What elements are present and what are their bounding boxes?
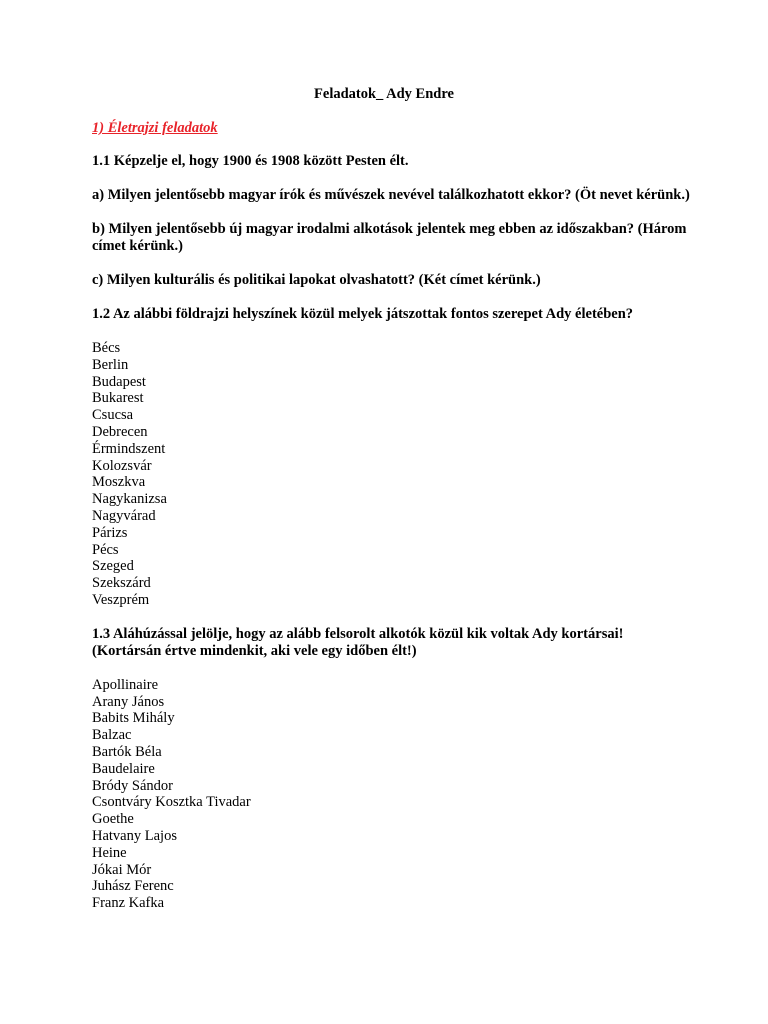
list-item: Kolozsvár	[92, 457, 152, 474]
question-1-1-c: c) Milyen kulturális és politikai lapokat olvashatott? (Két címet kérünk.)	[92, 272, 541, 288]
list-item: Budapest	[92, 373, 146, 390]
list-item: Veszprém	[92, 591, 150, 608]
question-1-1: 1.1 Képzelje el, hogy 1900 és 1908 között Pesten élt.	[92, 153, 409, 169]
list-item: Jókai Mór	[92, 861, 152, 878]
list-item: Pécs	[92, 541, 119, 558]
list-item: Juhász Ferenc	[92, 878, 174, 895]
list-item: Csucsa	[92, 407, 134, 424]
document-title: Feladatok_ Ady Endre	[314, 86, 454, 102]
list-item: Nagykanizsa	[92, 491, 167, 508]
list-item: Arany János	[92, 693, 165, 710]
list-item: Babits Mihály	[92, 710, 175, 727]
question-1-3: 1.3 Aláhúzással jelölje, hogy az alább felsorolt alkotók közül kik voltak Ady kortársai! (Kortársán értve mindenkit, aki vele egy időben élt!)	[92, 625, 624, 659]
list-item: Bartók Béla	[92, 743, 162, 760]
list-item: Goethe	[92, 811, 134, 828]
list-item: Érmindszent	[92, 440, 166, 457]
artists-list	[92, 677, 692, 912]
document-body	[92, 120, 692, 929]
list-item: Bródy Sándor	[92, 777, 173, 794]
list-item: Szekszárd	[92, 575, 151, 592]
list-item: Baudelaire	[92, 760, 155, 777]
list-item: Bécs	[92, 340, 121, 356]
list-item: Szeged	[92, 558, 134, 575]
list-item: Párizs	[92, 524, 128, 541]
question-1-2: 1.2 Az alábbi földrajzi helyszínek közül melyek játszottak fontos szerepet Ady életében?	[92, 306, 634, 322]
section-heading: 1) Életrajzi feladatok	[92, 120, 218, 136]
list-item: Bukarest	[92, 390, 144, 407]
list-item: Franz Kafka	[92, 895, 165, 912]
list-item: Moszkva	[92, 474, 146, 491]
list-item: Heine	[92, 844, 127, 861]
question-1-1-b: b) Milyen jelentősebb új magyar irodalmi alkotások jelentek meg ebben az időszakban? (Három címet kérünk.)	[92, 221, 687, 254]
list-item: Nagyvárad	[92, 507, 156, 524]
question-1-1-a: a) Milyen jelentősebb magyar írók és művészek nevével találkozhatott ekkor? (Öt nevet kérünk.)	[92, 187, 690, 203]
list-item: Apollinaire	[92, 676, 159, 693]
list-item: Csontváry Kosztka Tivadar	[92, 794, 251, 811]
list-item: Berlin	[92, 356, 129, 373]
places-list	[92, 340, 692, 609]
list-item: Hatvany Lajos	[92, 827, 177, 844]
list-item: Debrecen	[92, 423, 148, 440]
list-item: Balzac	[92, 727, 132, 744]
